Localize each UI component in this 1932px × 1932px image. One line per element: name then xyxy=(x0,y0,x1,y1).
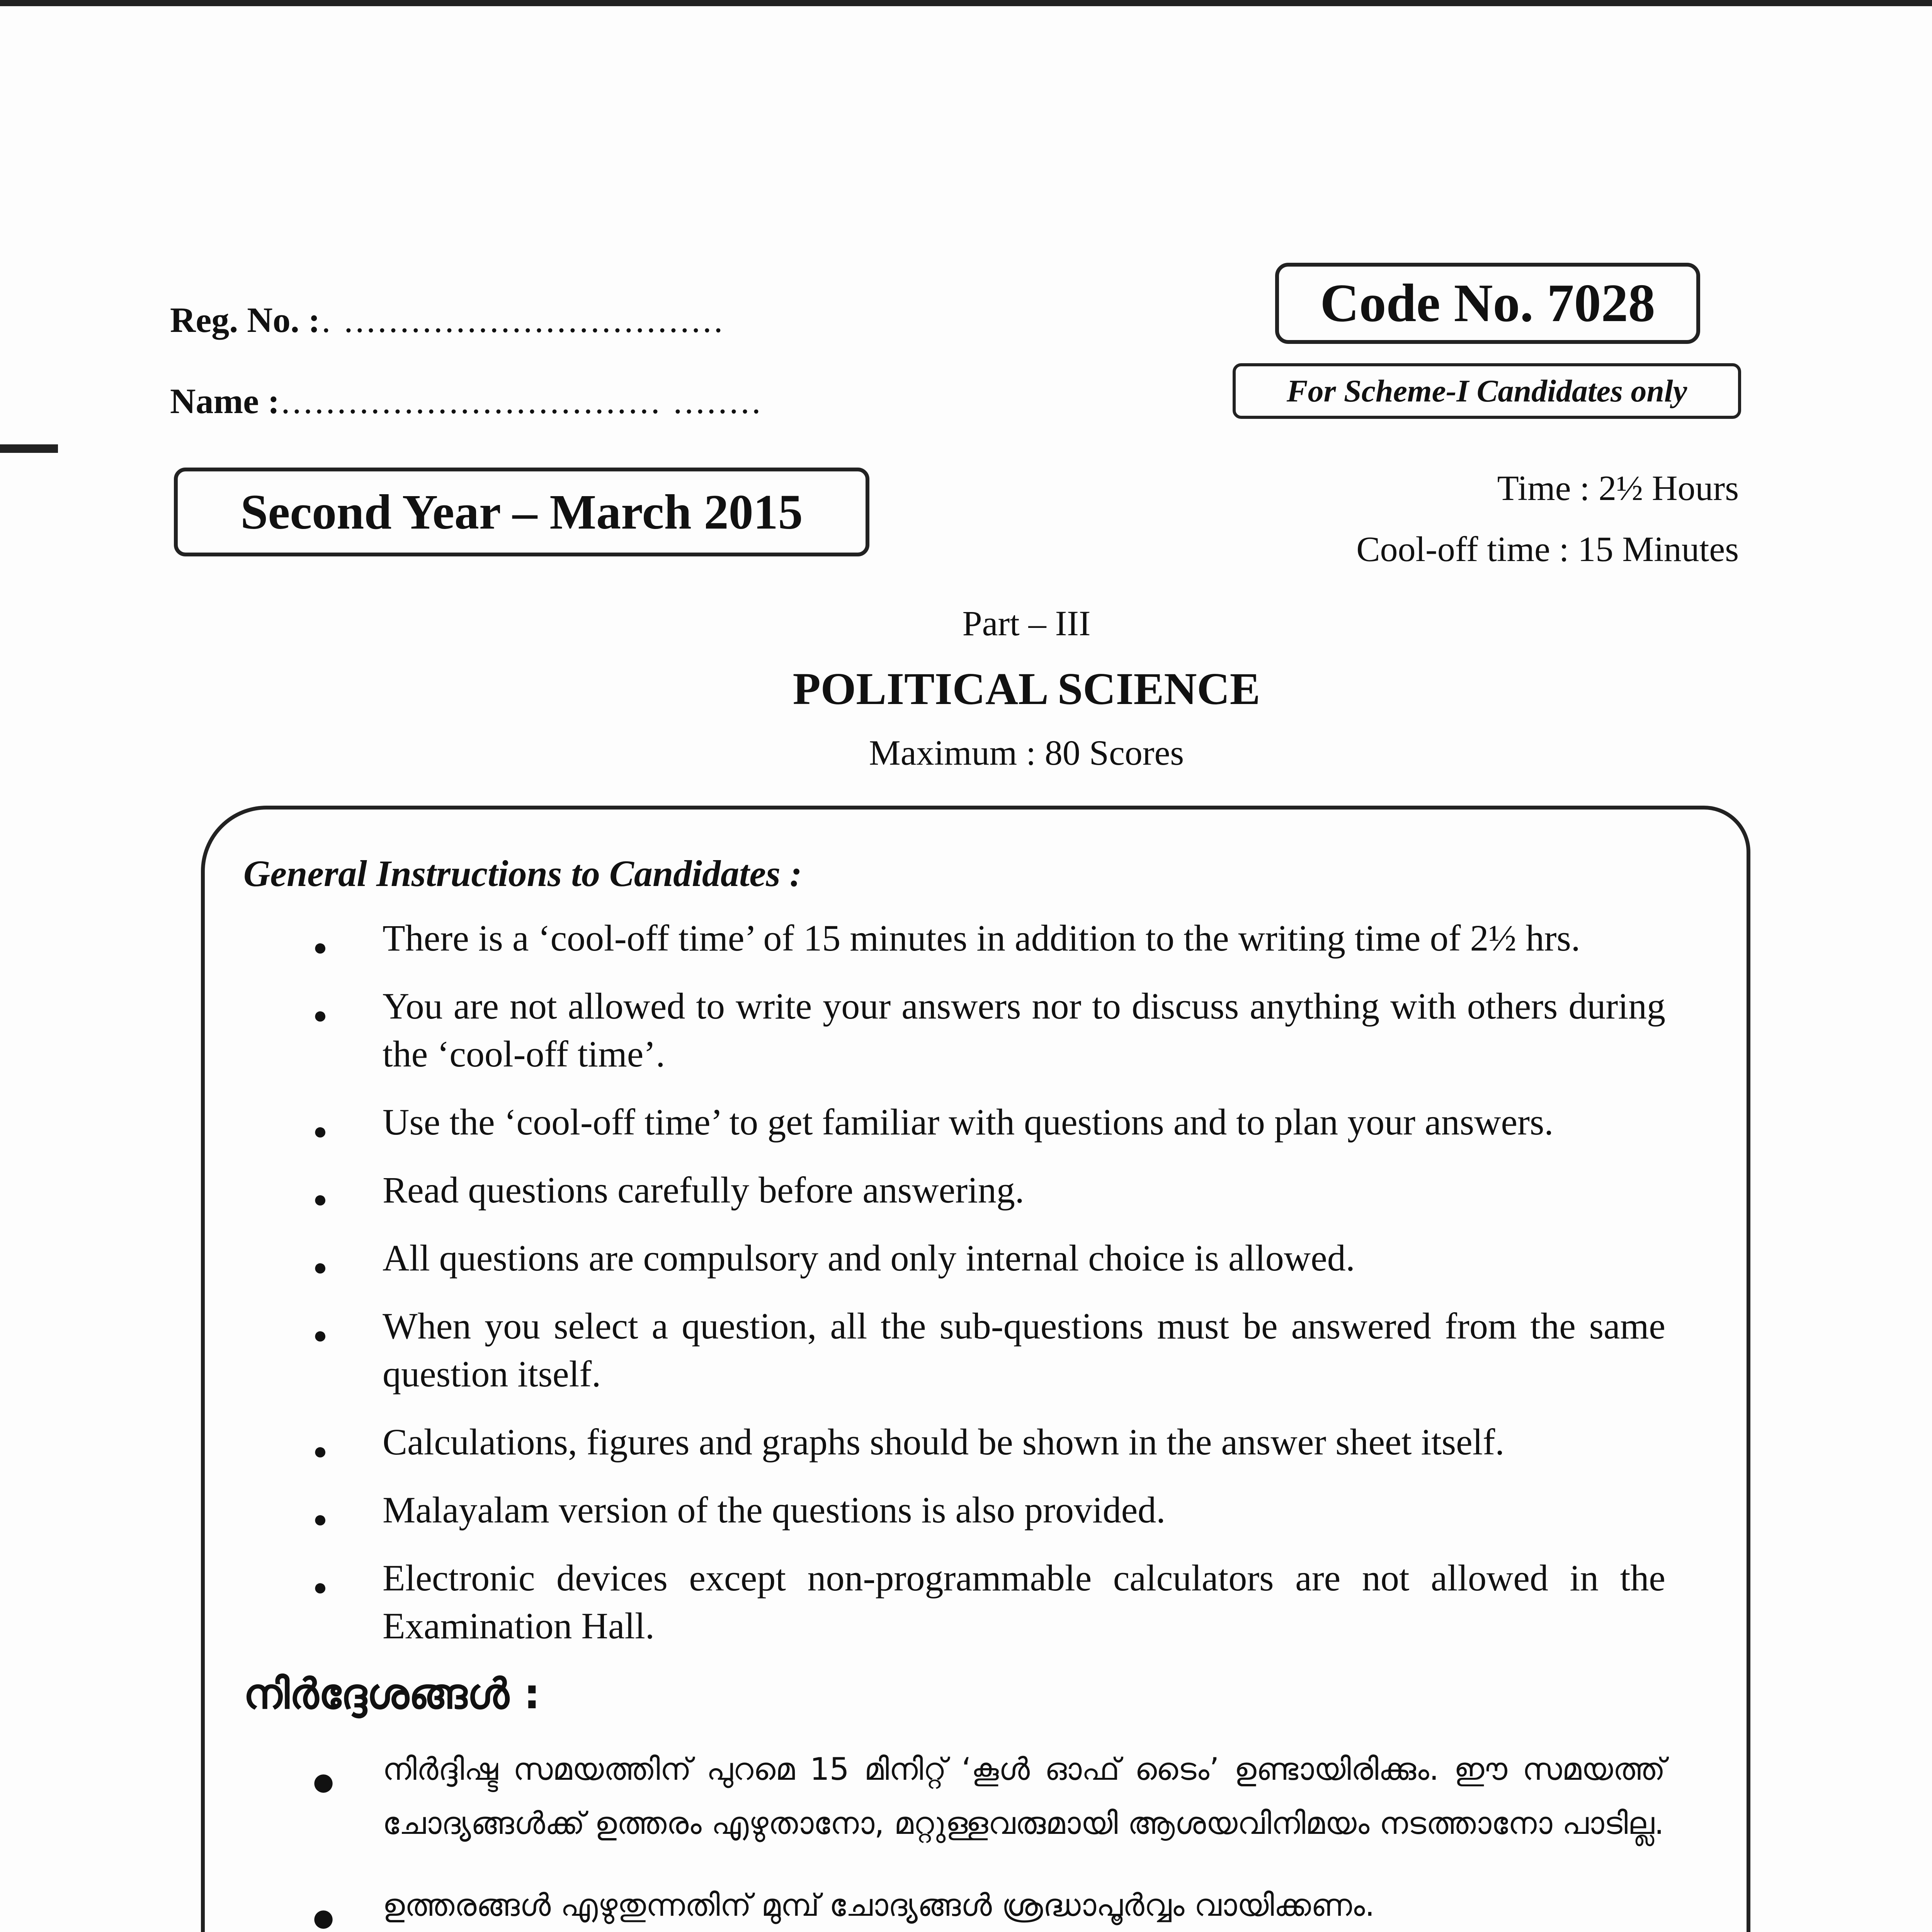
name-label: Name : xyxy=(170,381,280,421)
reg-no-row xyxy=(170,299,750,342)
scan-top-border xyxy=(0,0,1932,6)
max-score-label: Maximum : 80 Scores xyxy=(869,733,1184,772)
name-value: .................................. ........ xyxy=(281,381,763,421)
list-item: ● Malayalam version of the questions is also provided. xyxy=(313,1486,1665,1534)
cool-off-label: Cool-off time : 15 Minutes xyxy=(1356,529,1739,569)
list-item: ● There is a ‘cool-off time’ of 15 minutes in addition to the writing time of 2½ hrs. xyxy=(313,914,1665,962)
instructions-box xyxy=(201,806,1750,1932)
exam-title-box: Second Year – March 2015 xyxy=(174,468,869,556)
scan-left-mark xyxy=(0,444,58,453)
code-no-box: Code No. 7028 xyxy=(1275,263,1700,344)
list-item: ● Use the ‘cool-off time’ to get familiar with questions and to plan your answers. xyxy=(313,1098,1665,1146)
part-label: Part – III xyxy=(962,604,1091,643)
list-item: ● ഉത്തരങ്ങൾ എഴുതുന്നതിന് മുമ്പ് ചോദ്യങ്ങൾ ശ്രദ്ധാപൂർവ്വം വായിക്കണം. xyxy=(313,1878,1665,1932)
list-item: ● നിർദ്ദിഷ്ട സമയത്തിന് പുറമെ 15 മിനിറ്റ് ‘കൂൾ ഓഫ് ടൈം’ ഉണ്ടായിരിക്കും. ഈ സമയത്ത് ചോദ്യങ്ങൾക്ക് ഉത്തരം എഴുതാനോ, മറ്റുള്ളവരുമായി ആശയവിനിമയം നടത്താനോ പാടില്ല. xyxy=(313,1742,1665,1850)
scheme-note-box: For Scheme-I Candidates only xyxy=(1233,363,1741,419)
reg-no-value: . .................................. xyxy=(321,300,725,340)
name-row xyxy=(170,381,904,423)
instructions-heading: General Instructions to Candidates : xyxy=(243,853,802,894)
malayalam-instructions-heading: നിർദ്ദേശങ്ങൾ : xyxy=(243,1670,541,1718)
english-instructions-list xyxy=(313,914,1665,1650)
list-item: ● Electronic devices except non-programmable calculators are not allowed in the Examination Hall. xyxy=(313,1554,1665,1650)
list-item: ● Calculations, figures and graphs should be shown in the answer sheet itself. xyxy=(313,1418,1665,1466)
list-item: ● Read questions carefully before answering. xyxy=(313,1166,1665,1214)
subject-title: POLITICAL SCIENCE xyxy=(793,663,1260,714)
malayalam-instructions-list xyxy=(313,1742,1665,1932)
list-item: ● When you select a question, all the sub-questions must be answered from the same question itself. xyxy=(313,1302,1665,1398)
reg-no-label: Reg. No. : xyxy=(170,300,320,340)
time-label: Time : 2½ Hours xyxy=(1497,468,1739,508)
list-item: ● All questions are compulsory and only internal choice is allowed. xyxy=(313,1234,1665,1282)
list-item: ● You are not allowed to write your answers nor to discuss anything with others during the ‘cool-off time’. xyxy=(313,982,1665,1078)
